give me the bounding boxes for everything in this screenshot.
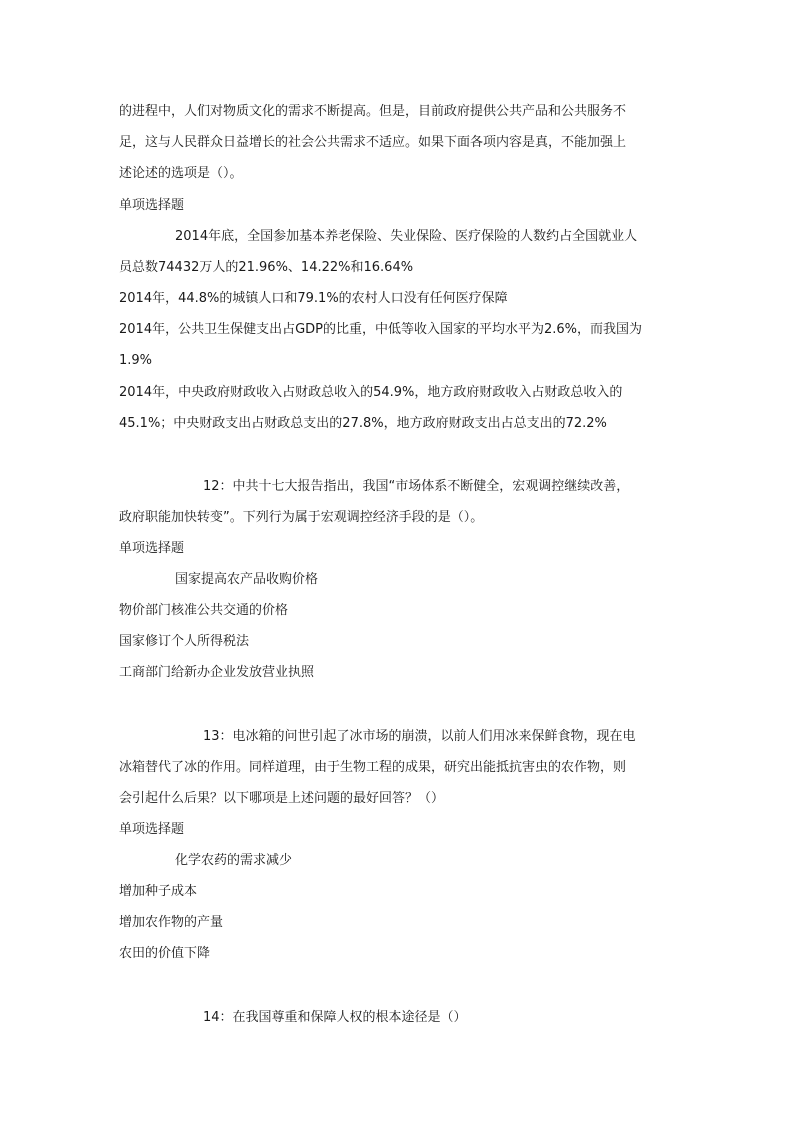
q11-option-a-line-1: 2014年底，全国参加基本养老保险、失业保险、医疗保险的人数约占全国就业人 (175, 229, 638, 244)
q13-option-a: 化学农药的需求减少 (175, 853, 293, 868)
q11-option-b: 2014年，44.8%的城镇人口和79.1%的农村人口没有任何医疗保障 (119, 291, 508, 306)
q12-type-label: 单项选择题 (119, 541, 185, 556)
q13-stem-line-3: 会引起什么后果？以下哪项是上述问题的最好回答？（） (119, 791, 445, 806)
q13-stem-line-2: 冰箱替代了冰的作用。同样道理，由于生物工程的成果，研究出能抵抗害虫的农作物，则 (119, 760, 627, 775)
q14-stem-line-1: 14：在我国尊重和保障人权的根本途径是（） (203, 1010, 467, 1025)
q13-option-b: 增加种子成本 (119, 884, 198, 899)
q12-option-a: 国家提高农产品收购价格 (175, 572, 319, 587)
q12-stem-line-1: 12：中共十七大报告指出，我国“市场体系不断健全，宏观调控继续改善， (203, 479, 630, 494)
q11-option-c-line-1: 2014年，公共卫生保健支出占GDP的比重，中低等收入国家的平均水平为2.6%，而我国为 (119, 322, 643, 337)
q11-stem-line-1: 的进程中，人们对物质文化的需求不断提高。但是，目前政府提供公共产品和公共服务不 (119, 104, 627, 119)
q13-stem-line-1: 13：电冰箱的问世引起了冰市场的崩溃，以前人们用冰来保鲜食物，现在电 (203, 729, 636, 744)
q12-option-c: 国家修订个人所得税法 (119, 634, 250, 649)
q11-option-c-line-2: 1.9% (119, 353, 153, 368)
q11-stem-line-2: 足，这与人民群众日益增长的社会公共需求不适应。如果下面各项内容是真，不能加强上 (119, 135, 627, 150)
q11-option-a-line-2: 员总数74432万人的21.96%、14.22%和16.64% (119, 260, 414, 275)
q11-option-d-line-2: 45.1%；中央财政支出占财政总支出的27.8%，地方政府财政支出占总支出的72.2% (119, 416, 607, 431)
q12-option-d: 工商部门给新办企业发放营业执照 (119, 665, 315, 680)
q11-type-label: 单项选择题 (119, 198, 185, 213)
q11-option-d-line-1: 2014年，中央政府财政收入占财政总收入的54.9%，地方政府财政收入占财政总收入的 (119, 385, 623, 400)
q13-type-label: 单项选择题 (119, 822, 185, 837)
q12-stem-line-2: 政府职能加快转变”。下列行为属于宏观调控经济手段的是（）。 (119, 510, 484, 525)
q13-option-c: 增加农作物的产量 (119, 915, 224, 930)
q13-option-d: 农田的价值下降 (119, 946, 211, 961)
q11-stem-line-3: 述论述的选项是（）。 (119, 166, 243, 181)
q12-option-b: 物价部门核准公共交通的价格 (119, 603, 289, 618)
